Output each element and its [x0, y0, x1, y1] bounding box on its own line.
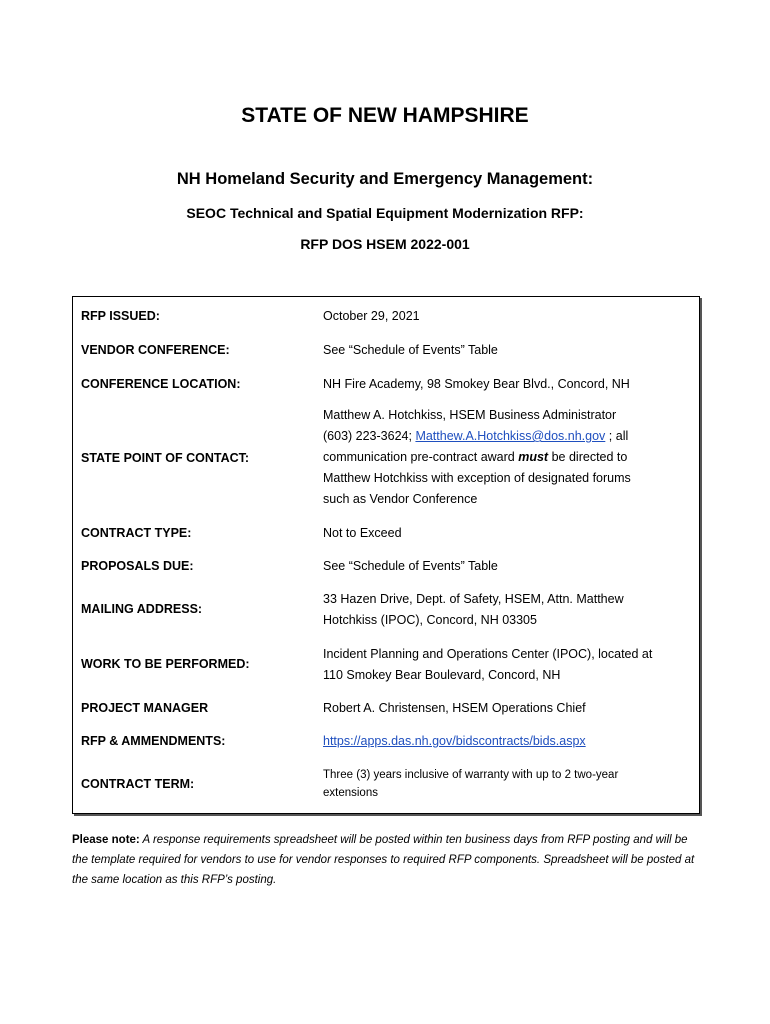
note-text: A response requirements spreadsheet will be posted within ten business days from RFP posting and will be the template required for vendors to use for vendor responses to required RFP components. Spreadsheet will be posted at the same location as this RFP’s posting.: [72, 834, 695, 886]
contact-label: STATE POINT OF CONTACT:: [81, 451, 250, 465]
project-heading: SEOC Technical and Spatial Equipment Modernization RFP:: [186, 205, 584, 221]
contact-exception-line: Matthew Hotchkiss with exception of designated forums: [323, 471, 631, 485]
contact-line3-post: be directed to: [551, 450, 628, 464]
project-manager-label: PROJECT MANAGER: [81, 701, 209, 715]
contact-phone-line: [323, 426, 693, 447]
work-line1: Incident Planning and Operations Center (IPOC), located at: [323, 647, 653, 661]
amendments-label: RFP & AMMENDMENTS:: [81, 734, 226, 748]
contact-after-email: ; all: [608, 429, 629, 443]
mailing-address-line2: Hotchkiss (IPOC), Concord, NH 03305: [323, 613, 537, 627]
contact-must: must: [518, 450, 549, 464]
mailing-address-label: MAILING ADDRESS:: [81, 602, 203, 616]
contact-line3-pre: communication pre-contract award: [323, 450, 515, 464]
contact-value: [323, 405, 693, 510]
work-label: WORK TO BE PERFORMED:: [81, 657, 250, 671]
amendments-link[interactable]: https://apps.das.nh.gov/bidscontracts/bids.aspx: [323, 734, 586, 748]
contract-term-value: [323, 766, 693, 802]
proposals-due-value: See “Schedule of Events” Table: [323, 559, 498, 573]
rfp-number: RFP DOS HSEM 2022-001: [300, 236, 470, 252]
rfp-issued-value: October 29, 2021: [323, 309, 420, 323]
mailing-address-value: [323, 589, 693, 631]
contact-communication-line: [323, 447, 693, 468]
work-value: [323, 644, 693, 686]
document-title: STATE OF NEW HAMPSHIRE: [241, 104, 529, 127]
vendor-conference-label: VENDOR CONFERENCE:: [81, 343, 230, 357]
amendments-value: [323, 731, 693, 752]
vendor-conference-value: See “Schedule of Events” Table: [323, 343, 498, 357]
contact-name-line: Matthew A. Hotchkiss, HSEM Business Administrator: [323, 408, 617, 422]
contract-type-value: Not to Exceed: [323, 526, 402, 540]
note-label: Please note:: [72, 834, 140, 846]
proposals-due-label: PROPOSALS DUE:: [81, 559, 194, 573]
conference-location-value: NH Fire Academy, 98 Smokey Bear Blvd., Concord, NH: [323, 377, 630, 391]
contact-forum-line: such as Vendor Conference: [323, 492, 478, 506]
rfp-details-table: [72, 296, 700, 814]
contract-term-line1: Three (3) years inclusive of warranty with up to 2 two-year: [323, 769, 619, 781]
mailing-address-line1: 33 Hazen Drive, Dept. of Safety, HSEM, Attn. Matthew: [323, 592, 624, 606]
please-note: [72, 830, 704, 890]
project-manager-value: Robert A. Christensen, HSEM Operations Chief: [323, 701, 586, 715]
contact-email-link[interactable]: Matthew.A.Hotchkiss@dos.nh.gov: [415, 429, 606, 443]
contact-phone: (603) 223-3624;: [323, 429, 412, 443]
contract-term-label: CONTRACT TERM:: [81, 777, 195, 791]
work-line2: 110 Smokey Bear Boulevard, Concord, NH: [323, 668, 561, 682]
rfp-issued-label: RFP ISSUED:: [81, 309, 160, 323]
conference-location-label: CONFERENCE LOCATION:: [81, 377, 241, 391]
contract-type-label: CONTRACT TYPE:: [81, 526, 192, 540]
agency-heading: NH Homeland Security and Emergency Management:: [176, 170, 594, 188]
contract-term-line2: extensions: [323, 787, 378, 799]
